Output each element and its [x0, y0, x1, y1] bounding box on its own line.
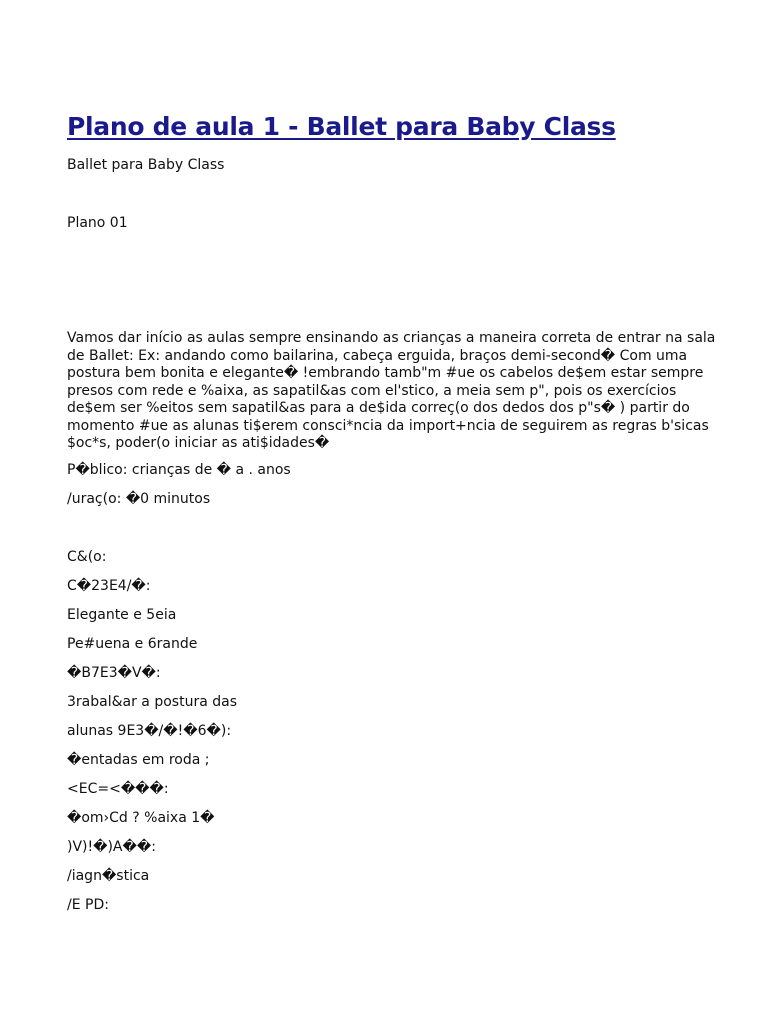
page-title: Plano de aula 1 - Ballet para Baby Class [67, 112, 616, 141]
intro-line: de$em ser %eitos sem sapatil&as para a de$ida correç(o dos dedos dos p"s� ) partir do [67, 400, 690, 416]
audience-line: P�blico: crianças de � a . anos [67, 462, 291, 478]
intro-paragraph [67, 330, 727, 453]
text-line: C&(o: [67, 549, 107, 565]
duration-line: /uraç(o: �0 minutos [67, 491, 211, 507]
text-line: /iagn�stica [67, 868, 150, 884]
plan-number: Plano 01 [67, 215, 128, 231]
text-line: �B7E3�V�: [67, 665, 161, 681]
intro-line: postura bem bonita e elegante� !embrando tamb"m #ue os cabelos de$em estar sempre [67, 365, 704, 381]
intro-line: de Ballet: Ex: andando como bailarina, cabeça erguida, braços demi-second� Com uma [67, 347, 688, 364]
text-line: /E PD: [67, 897, 109, 913]
text-line: Pe#uena e 6rande [67, 636, 198, 652]
text-line: alunas 9E3�/�!�6�): [67, 723, 232, 739]
intro-line: presos com rede e %aixa, as sapatil&as com el'stico, a meia sem p", pois os exercícios [67, 382, 677, 399]
intro-line: Vamos dar início as aulas sempre ensinando as crianças a maneira correta de entrar na sala [67, 330, 716, 346]
text-line: 3rabal&ar a postura das [67, 694, 237, 710]
text-line: C�23E4/�: [67, 578, 151, 594]
intro-line: $oc*s, poder(o iniciar as ati$idades� [67, 435, 330, 451]
intro-line: momento #ue as alunas ti$erem consci*ncia da import+ncia de seguirem as regras b'sicas [67, 417, 709, 434]
subtitle: Ballet para Baby Class [67, 157, 225, 173]
text-line: Elegante e 5eia [67, 607, 177, 623]
text-line: �om›Cd ? %aixa 1� [67, 810, 215, 826]
text-line: <EC=<���: [67, 781, 169, 797]
text-line: �entadas em roda ; [67, 752, 210, 768]
text-line: )V)!�)A��: [67, 839, 156, 855]
